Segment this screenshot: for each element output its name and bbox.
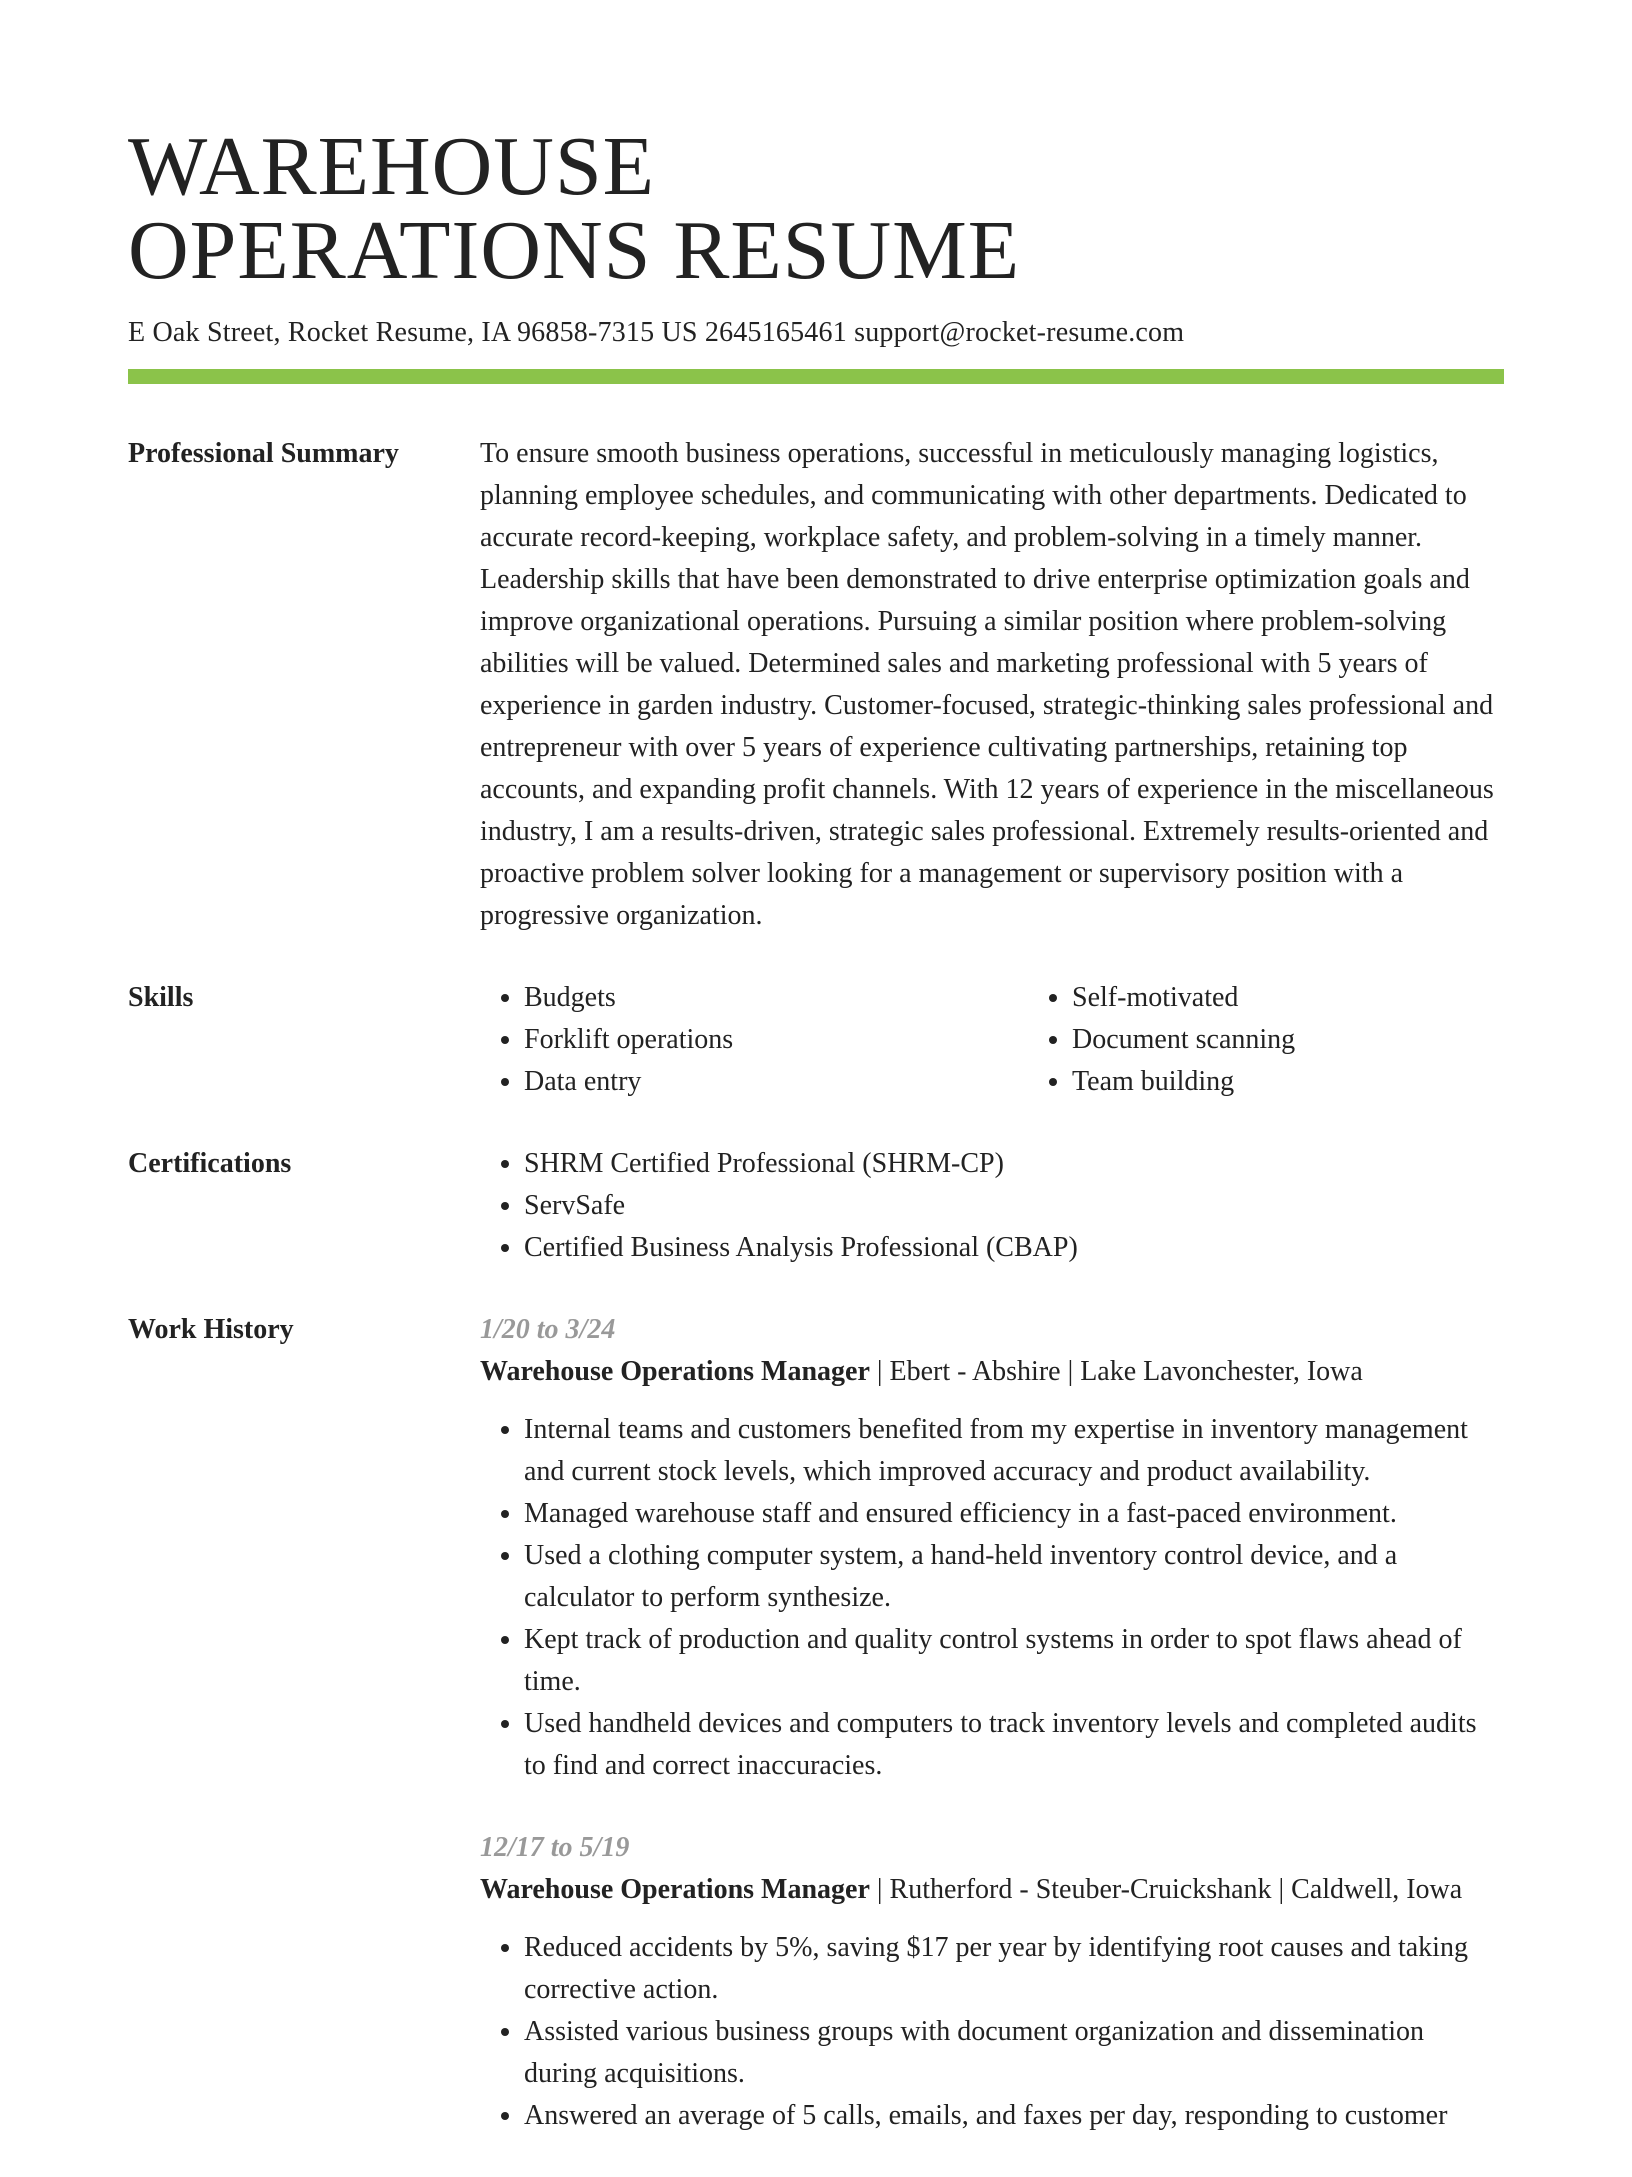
work-history-body	[480, 1309, 1504, 2177]
job-entry	[480, 1827, 1504, 2137]
certifications-list	[480, 1143, 1504, 1269]
job-bullet: • Managed warehouse staff and ensured efficiency in a fast-paced environment.	[524, 1493, 1504, 1535]
summary-section	[128, 433, 1504, 937]
resume-title	[128, 120, 1504, 297]
section-label-certifications: Certifications	[128, 1148, 292, 1179]
job-bullet: • Kept track of production and quality control systems in order to spot flaws ahead of time.	[524, 1619, 1504, 1703]
job-bullet: • Internal teams and customers benefited from my expertise in inventory management and current stock levels, which improved accuracy and product availability.	[524, 1409, 1504, 1493]
job-bullet: • Used a clothing computer system, a hand-held inventory control device, and a calculator to perform synthesize.	[524, 1535, 1504, 1619]
job-bullets	[480, 1409, 1504, 1787]
summary-text: To ensure smooth business operations, successful in meticulously managing logistics, planning employee schedules, and communicating with other departments. Dedicated to accurate record-keeping, workplace safety, and problem-solving in a timely manner. Leadership skills that have been demonstrated to drive enterprise optimization goals and improve organizational operations. Pursuing a similar position where problem-solving abilities will be valued. Determined sales and marketing professional with 5 years of experience in garden industry. Customer-focused, strategic-thinking sales professional and entrepreneur with over 5 years of experience cultivating partnerships, retaining top accounts, and expanding profit channels. With 12 years of experience in the miscellaneous industry, I am a results-driven, strategic sales professional. Extremely results-oriented and proactive problem solver looking for a management or supervisory position with a progressive organization.	[480, 438, 1494, 931]
job-title-line	[480, 1351, 1504, 1393]
job-bullet: • Used handheld devices and computers to track inventory levels and completed audits to find and correct inaccuracies.	[524, 1703, 1504, 1787]
job-employer-location: | Ebert - Abshire | Lake Lavonchester, Iowa	[869, 1356, 1363, 1387]
section-label-skills: Skills	[128, 982, 194, 1013]
section-label-summary: Professional Summary	[128, 438, 399, 469]
job-dates: 12/17 to 5/19	[480, 1832, 630, 1863]
skill-item: • Self-motivated	[1072, 977, 1576, 1019]
skill-item: • Team building	[1072, 1061, 1576, 1103]
job-title-line	[480, 1869, 1504, 1911]
skills-column-1	[480, 977, 1028, 1103]
skills-section	[128, 977, 1504, 1103]
skill-item: • Document scanning	[1072, 1019, 1576, 1061]
resume-page	[128, 120, 1504, 2177]
skill-item: • Forklift operations	[524, 1019, 1028, 1061]
certifications-body	[480, 1143, 1504, 1269]
resume-title-line2: OPERATIONS RESUME	[128, 204, 1021, 297]
job-title: Warehouse Operations Manager	[480, 1356, 870, 1387]
job-entry	[480, 1309, 1504, 1787]
job-employer-location: | Rutherford - Steuber-Cruickshank | Caldwell, Iowa	[869, 1874, 1463, 1905]
summary-body	[480, 433, 1504, 937]
certification-item: • SHRM Certified Professional (SHRM-CP)	[524, 1143, 1504, 1185]
section-label-work-history: Work History	[128, 1314, 294, 1345]
certifications-section	[128, 1143, 1504, 1269]
job-bullets	[480, 1927, 1504, 2137]
job-bullet: • Answered an average of 5 calls, emails, and faxes per day, responding to customer	[524, 2095, 1504, 2137]
job-dates: 1/20 to 3/24	[480, 1314, 616, 1345]
header-divider	[128, 369, 1504, 384]
work-history-section	[128, 1309, 1504, 2177]
skill-item: • Data entry	[524, 1061, 1028, 1103]
certification-item: • ServSafe	[524, 1185, 1504, 1227]
resume-title-line1: WAREHOUSE	[128, 120, 655, 213]
job-bullet: • Assisted various business groups with document organization and dissemination during acquisitions.	[524, 2011, 1504, 2095]
skills-column-2	[1028, 977, 1576, 1103]
skill-item: • Budgets	[524, 977, 1028, 1019]
job-bullet: • Reduced accidents by 5%, saving $17 per year by identifying root causes and taking corrective action.	[524, 1927, 1504, 2011]
contact-info: E Oak Street, Rocket Resume, IA 96858-7315 US 2645165461 support@rocket-resume.com	[128, 317, 1185, 348]
skills-body	[480, 977, 1576, 1103]
job-title: Warehouse Operations Manager	[480, 1874, 870, 1905]
certification-item: • Certified Business Analysis Professional (CBAP)	[524, 1227, 1504, 1269]
